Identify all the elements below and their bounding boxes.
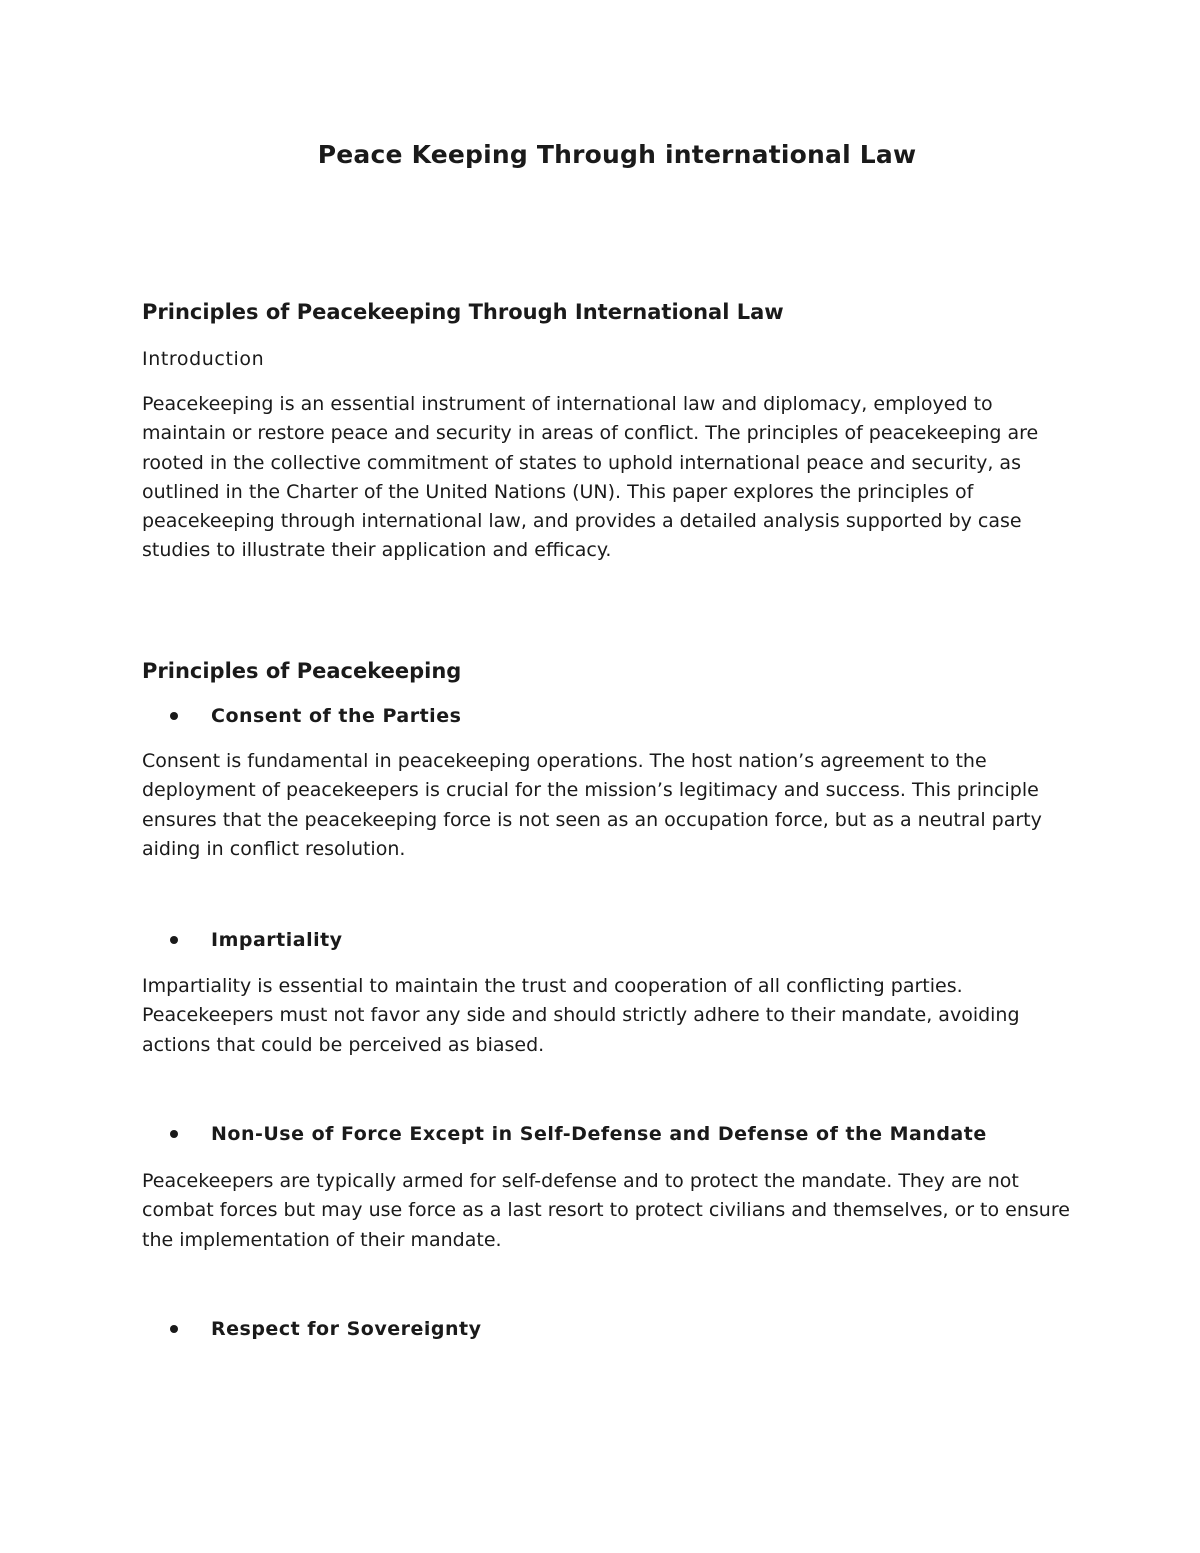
- bullet-impartiality: [170, 929, 343, 951]
- consent-paragraph: Consent is fundamental in peacekeeping operations. The host nation’s agreement to the deployment of peacekeepers is crucial for the mission’s legitimacy and success. This principle ensures that the peacekeeping force is not seen as an occupation force, but as a neutral party aiding in conflict resolution.: [142, 750, 1042, 860]
- bullet-consent: [170, 705, 461, 727]
- bullet-icon: [170, 712, 178, 720]
- bullet-non-use-of-force: [170, 1123, 987, 1145]
- introduction-paragraph: Peacekeeping is an essential instrument of international law and diplomacy, employed to maintain or restore peace and security in areas of conflict. The principles of peacekeeping are rooted in the collective commitment of states to uphold international peace and security, as outlined in the Charter of the United Nations (UN). This paper explores the principles of peacekeeping through international law, and provides a detailed analysis supported by case studies to illustrate their application and efficacy.: [142, 393, 1039, 562]
- non-use-of-force-paragraph: Peacekeepers are typically armed for self-defense and to protect the mandate. They are not combat forces but may use force as a last resort to protect civilians and themselves, or to ensure the implementation of their mandate.: [142, 1170, 1070, 1251]
- principles-heading: Principles of Peacekeeping: [142, 659, 462, 683]
- document-title: Peace Keeping Through international Law: [317, 140, 917, 169]
- introduction-heading: Introduction: [142, 348, 265, 370]
- main-heading: Principles of Peacekeeping Through International Law: [142, 300, 784, 324]
- bullet-label: Non-Use of Force Except in Self-Defense and Defense of the Mandate: [211, 1123, 987, 1145]
- bullet-label: Consent of the Parties: [211, 705, 462, 727]
- bullet-icon: [170, 936, 178, 944]
- bullet-icon: [170, 1130, 178, 1138]
- bullet-label: Impartiality: [211, 929, 343, 951]
- bullet-respect-sovereignty: [170, 1318, 481, 1340]
- impartiality-paragraph: Impartiality is essential to maintain the trust and cooperation of all conflicting parties. Peacekeepers must not favor any side and should strictly adhere to their mandate, avoiding actions that could be perceived as biased.: [142, 975, 1020, 1056]
- bullet-icon: [170, 1325, 178, 1333]
- bullet-label: Respect for Sovereignty: [211, 1318, 482, 1340]
